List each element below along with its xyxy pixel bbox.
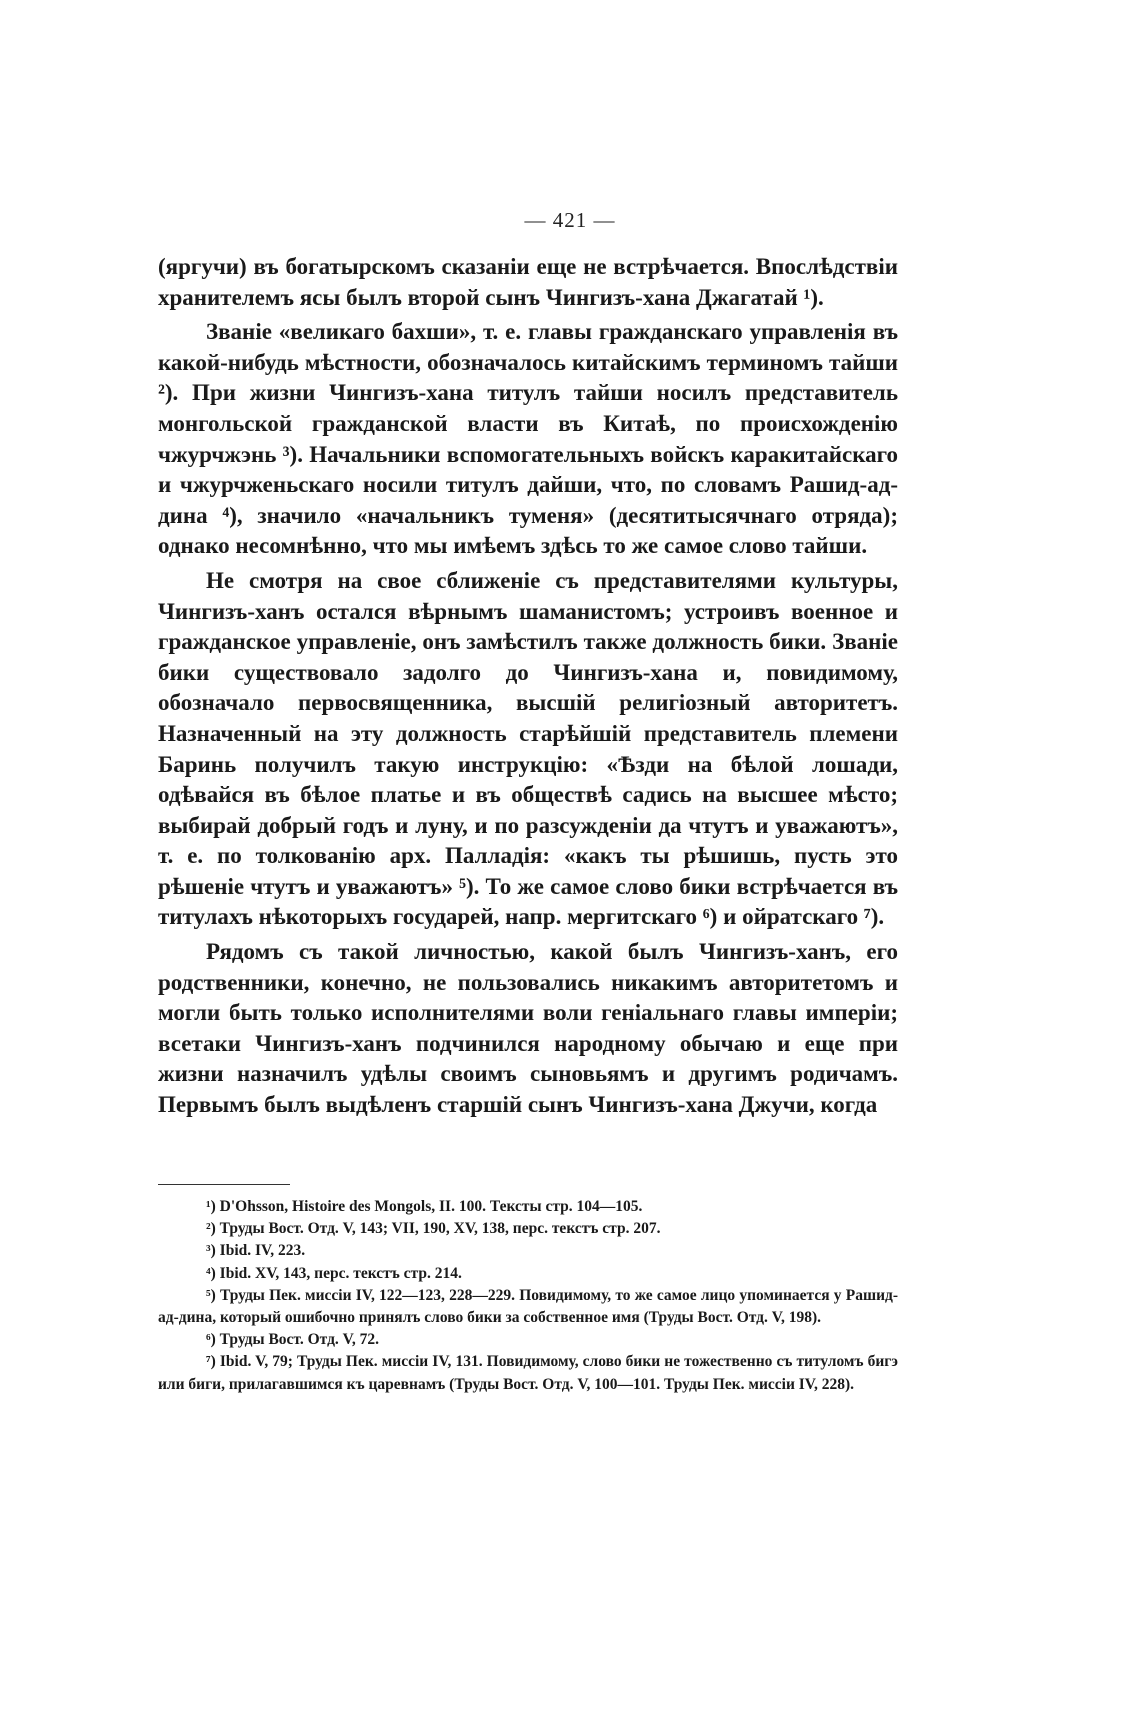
footnote-3: ³) Ibid. IV, 223. xyxy=(206,1242,306,1260)
footnote-7: ⁷) Ibid. V, 79; Труды Пек. миссіи IV, 131. Повидимому, слово бики не тожественно съ титуломъ бигэ или биги, прилагавшимся къ царевнамъ (Труды Вост. Отд. V, 100—101. Труды Пек. миссіи IV, 228). xyxy=(158,1353,898,1393)
paragraph-3: Не смотря на свое сближеніе съ представителями культуры, Чингизъ-ханъ остался вѣрнымъ шаманистомъ; устроивъ военное и гражданское управленіе, онъ замѣстилъ также должность бики. Званіе бики существовало задолго до Чингизъ-хана и, повидимому, обозначало первосвященника, высшій религіозный авторитетъ. Назначенный на эту должность старѣйшій представитель племени Баринь получилъ такую инструкцію: «Ѣзди на бѣлой лошади, одѣвайся въ бѣлое платье и въ обществѣ садись на высшее мѣсто; выбирай добрый годъ и луну, и по разсужденіи да чтутъ и уважаютъ», т. е. по толкованію арх. Палладія: «какъ ты рѣшишь, пусть это рѣшеніе чтутъ и уважаютъ» ⁵). То же самое слово бики встрѣчается въ титулахъ нѣкоторыхъ государей, напр. мергитскаго ⁶) и ойратскаго ⁷). xyxy=(158,567,898,930)
footnote-separator xyxy=(158,1184,290,1185)
footnote-6: ⁶) Труды Вост. Отд. V, 72. xyxy=(206,1331,379,1349)
footnote-5: ⁵) Труды Пек. миссіи IV, 122—123, 228—229. Повидимому, то же самое лицо упоминается у Рашид-ад-дина, который ошибочно принялъ слово бики за собственное имя (Труды Вост. Отд. V, 198). xyxy=(158,1286,898,1327)
paragraph-4: Рядомъ съ такой личностью, какой былъ Чингизъ-ханъ, его родственники, конечно, не пользовались никакимъ авторитетомъ и могли быть только исполнителями воли геніальнаго главы имперіи; всетаки Чингизъ-ханъ подчинился народному обычаю и еще при жизни назначилъ удѣлы своимъ сыновьямъ и другимъ родичамъ. Первымъ былъ выдѣленъ старшій сынъ Чингизъ-хана Джучи, когда xyxy=(158,939,898,1118)
footnote-4: ⁴) Ibid. XV, 143, перс. текстъ стр. 214. xyxy=(206,1264,462,1282)
footnote-2: ²) Труды Вост. Отд. V, 143; VII, 190, XV, 138, перс. текстъ стр. 207. xyxy=(206,1220,661,1238)
page-number: — 421 — xyxy=(524,208,616,232)
paragraph-1: (яргучи) въ богатырскомъ сказаніи еще не встрѣчается. Впослѣдствіи хранителемъ ясы былъ второй сынъ Чингизъ-хана Джагатай ¹). xyxy=(158,254,898,310)
main-text xyxy=(158,252,898,1125)
footnotes xyxy=(158,1196,898,1396)
paragraph-2: Званіе «великаго бахши», т. е. главы гражданскаго управленія въ какой-нибудь мѣстности, обозначалось китайскимъ терминомъ тайши ²). При жизни Чингизъ-хана титулъ тайши носилъ представитель монгольской гражданской власти въ Китаѣ, по происхожденію чжурчжэнь ³). Начальники вспомогательныхъ войскъ каракитайскаго и чжурчженьскаго носили титулъ дайши, что, по словамъ Рашид-ад-дина ⁴), значило «начальникъ туменя» (десятитысячнаго отряда); однако несомнѣнно, что мы имѣемъ здѣсь то же самое слово тайши. xyxy=(158,319,898,559)
footnote-1: ¹) D'Ohsson, Histoire des Mongols, II. 100. Тексты стр. 104—105. xyxy=(206,1198,643,1215)
